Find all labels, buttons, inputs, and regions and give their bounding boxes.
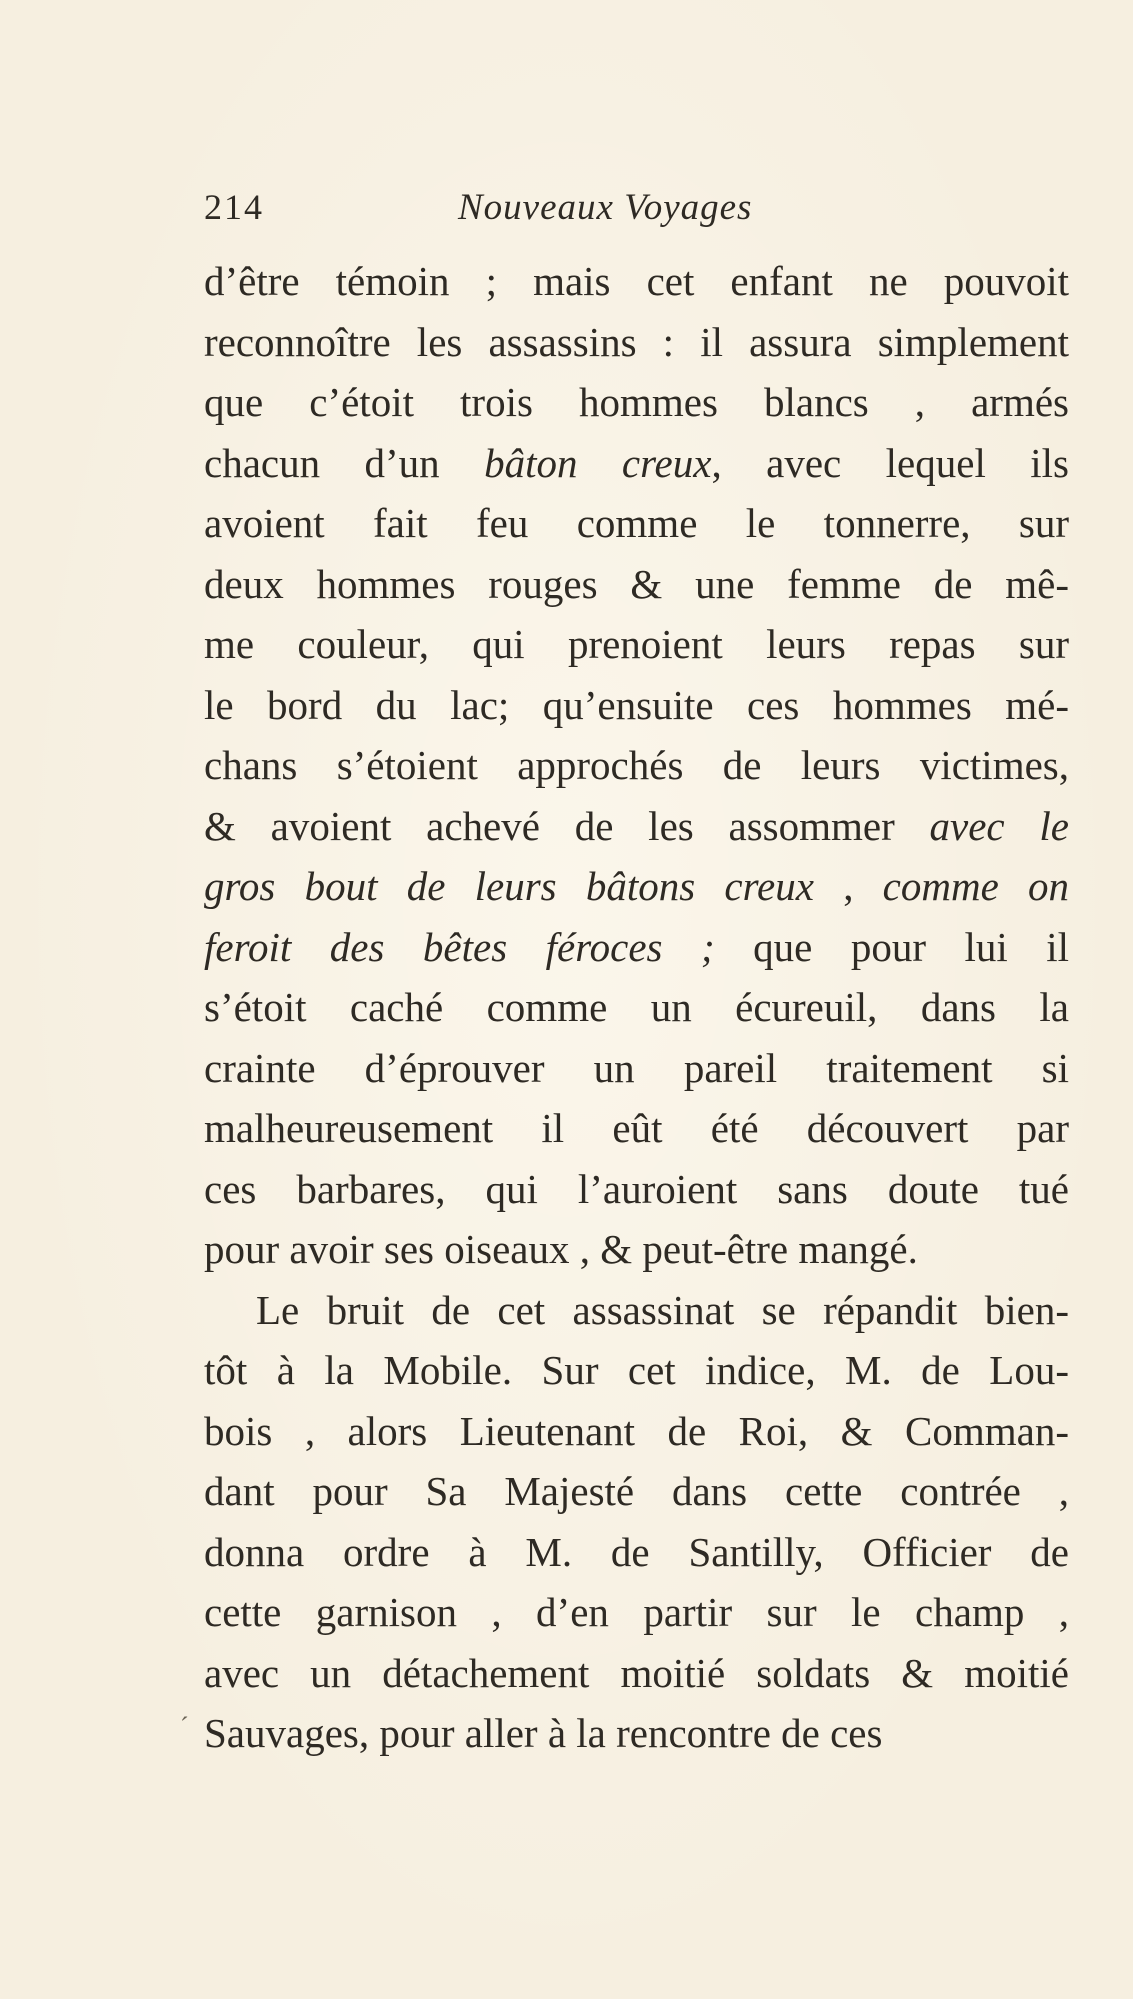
text-line xyxy=(204,856,1069,917)
text-segment: deux hommes rouges & une femme de mê- xyxy=(204,560,1069,607)
text-line xyxy=(204,312,1069,373)
text-line xyxy=(204,554,1069,615)
text-line xyxy=(204,1461,1069,1522)
text-line xyxy=(204,1522,1069,1583)
text-line xyxy=(204,372,1069,433)
text-segment: cette garnison , d’en partir sur le champ , xyxy=(204,1589,1069,1635)
text-segment: donna ordre à M. de Santilly, Officier de xyxy=(204,1528,1069,1575)
text-segment: que pour lui il xyxy=(714,923,1069,970)
text-segment: Sauvages, pour aller à la rencontre de ces xyxy=(204,1710,883,1756)
text-segment: & avoient achevé de les assommer xyxy=(204,802,930,849)
text-segment: chacun d’un xyxy=(204,439,485,486)
text-line xyxy=(204,433,1069,494)
text-segment: tôt à la Mobile. Sur cet indice, M. de Lou- xyxy=(204,1347,1069,1393)
text-segment: que c’étoit trois hommes blancs , armés xyxy=(204,379,1069,425)
running-header xyxy=(204,186,924,236)
text-segment: malheureusement il eût été découvert par xyxy=(204,1105,1069,1151)
text-line xyxy=(204,1038,1069,1099)
text-line xyxy=(204,614,1069,675)
italic-text-segment: avec le xyxy=(929,802,1069,849)
text-line xyxy=(204,917,1069,978)
body-text xyxy=(204,251,1069,1764)
text-segment: me couleur, qui prenoient leurs repas sur xyxy=(204,621,1069,667)
text-segment: reconnoître les assassins : il assura simplement xyxy=(204,318,1069,365)
italic-text-segment: comme on xyxy=(882,863,1070,909)
text-line xyxy=(204,1340,1069,1401)
text-line xyxy=(204,1159,1069,1220)
text-segment: Le bruit de cet assassinat se répandit bien- xyxy=(256,1286,1069,1333)
text-line xyxy=(204,735,1069,796)
text-line xyxy=(204,796,1069,857)
text-line xyxy=(204,251,1069,312)
text-segment: , avec lequel ils xyxy=(711,439,1070,486)
text-line xyxy=(204,1703,1069,1764)
text-line xyxy=(204,1582,1069,1643)
text-segment: dant pour Sa Majesté dans cette contrée , xyxy=(204,1468,1069,1514)
marginal-mark: ˊ xyxy=(180,1712,189,1741)
text-segment: , xyxy=(813,863,883,909)
page-number: 214 xyxy=(204,187,264,227)
text-line xyxy=(204,1401,1069,1462)
text-segment: avoient fait feu comme le tonnerre, sur xyxy=(204,500,1069,546)
text-segment: le bord du lac; qu’ensuite ces hommes mé- xyxy=(204,681,1069,728)
text-segment: bois , alors Lieutenant de Roi, & Comman- xyxy=(204,1407,1069,1454)
text-line xyxy=(204,1219,1069,1280)
text-segment: avec un détachement moitié soldats & moitié xyxy=(204,1649,1069,1696)
text-segment: ces barbares, qui l’auroient sans doute tué xyxy=(204,1165,1069,1212)
text-line xyxy=(204,977,1069,1038)
italic-text-segment: feroit des bêtes féroces ; xyxy=(204,923,715,970)
italic-text-segment: bâton creux xyxy=(484,439,712,486)
text-line xyxy=(204,493,1069,554)
running-title: Nouveaux Voyages xyxy=(458,187,753,228)
text-line xyxy=(204,1280,1069,1341)
text-segment: crainte d’éprouver un pareil traitement si xyxy=(204,1044,1069,1091)
text-segment: pour avoir ses oiseaux , & peut-être mangé. xyxy=(204,1226,918,1272)
italic-text-segment: gros bout de leurs bâtons creux xyxy=(204,863,814,909)
text-line xyxy=(204,675,1069,736)
text-line xyxy=(204,1643,1069,1704)
text-line xyxy=(204,1098,1069,1159)
text-segment: chans s’étoient approchés de leurs victimes, xyxy=(204,742,1069,788)
text-segment: d’être témoin ; mais cet enfant ne pouvoit xyxy=(204,258,1069,304)
text-segment: s’étoit caché comme un écureuil, dans la xyxy=(204,984,1069,1030)
